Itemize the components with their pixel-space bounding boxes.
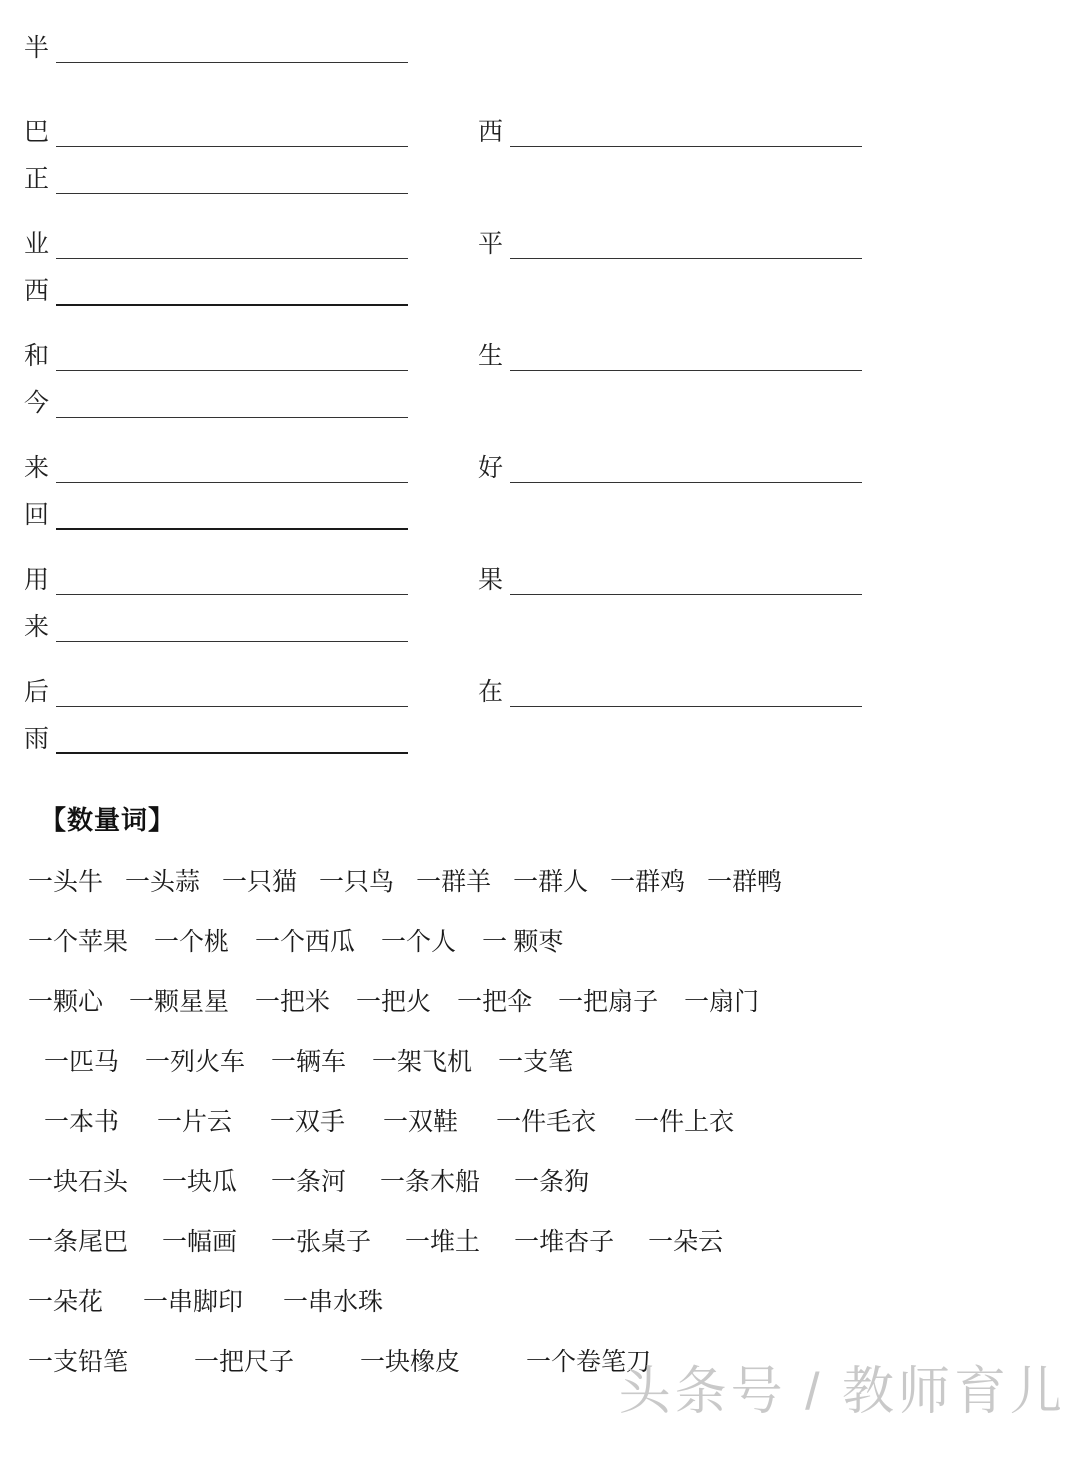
blank-row <box>24 263 408 310</box>
measure-word-item: 一个苹果 <box>28 929 129 956</box>
measure-word-item: 一朵云 <box>648 1229 724 1256</box>
prompt-character: 来 <box>24 614 50 641</box>
blank-group <box>478 216 862 263</box>
measure-word-item: 一架飞机 <box>372 1049 473 1076</box>
measure-word-item: 一匹马 <box>44 1049 120 1076</box>
measure-word-item: 一头牛 <box>28 869 104 896</box>
blank-group <box>24 20 408 67</box>
measure-word-row <box>0 1093 1080 1153</box>
answer-blank-line[interactable] <box>56 62 408 63</box>
prompt-character: 后 <box>24 679 50 706</box>
measure-word-item: 一群鸡 <box>610 869 686 896</box>
measure-word-item: 一支铅笔 <box>28 1349 129 1376</box>
prompt-character: 生 <box>478 343 504 370</box>
blank-row <box>24 216 408 263</box>
blank-group <box>24 440 408 534</box>
blank-row <box>478 216 862 263</box>
answer-blank-line[interactable] <box>56 146 408 147</box>
measure-word-item: 一件上衣 <box>634 1109 735 1136</box>
prompt-character: 半 <box>24 35 50 62</box>
answer-blank-line[interactable] <box>56 594 408 595</box>
answer-blank-line[interactable] <box>56 752 408 754</box>
blank-row <box>24 487 408 534</box>
prompt-character: 今 <box>24 390 50 417</box>
measure-word-row <box>0 973 1080 1033</box>
answer-blank-line[interactable] <box>56 706 408 707</box>
blank-row <box>24 375 408 422</box>
answer-blank-line[interactable] <box>510 146 862 147</box>
prompt-character: 和 <box>24 343 50 370</box>
answer-blank-line[interactable] <box>56 258 408 259</box>
answer-blank-line[interactable] <box>56 193 408 194</box>
blank-group <box>478 552 862 599</box>
measure-word-item: 一片云 <box>157 1109 233 1136</box>
measure-word-item: 一堆土 <box>405 1229 481 1256</box>
measure-word-item: 一把米 <box>255 989 331 1016</box>
measure-word-item: 一条狗 <box>514 1169 590 1196</box>
blank-row <box>478 328 862 375</box>
answer-blank-line[interactable] <box>510 706 862 707</box>
measure-word-item: 一个人 <box>381 929 457 956</box>
measure-word-item: 一张桌子 <box>271 1229 372 1256</box>
answer-blank-line[interactable] <box>510 258 862 259</box>
measure-word-item: 一群人 <box>513 869 589 896</box>
blank-group <box>24 104 408 198</box>
prompt-character: 西 <box>478 119 504 146</box>
answer-blank-line[interactable] <box>56 528 408 530</box>
measure-word-item: 一个桃 <box>154 929 230 956</box>
measure-word-item: 一双鞋 <box>383 1109 459 1136</box>
prompt-character: 雨 <box>24 726 50 753</box>
measure-word-row <box>0 853 1080 913</box>
blank-group <box>478 440 862 487</box>
prompt-character: 西 <box>24 278 50 305</box>
measure-word-section <box>0 800 1080 1393</box>
blank-row <box>24 328 408 375</box>
answer-blank-line[interactable] <box>56 417 408 418</box>
measure-word-item: 一串脚印 <box>143 1289 244 1316</box>
blank-row <box>478 664 862 711</box>
measure-word-row <box>0 1033 1080 1093</box>
measure-word-item: 一条河 <box>271 1169 347 1196</box>
measure-word-item: 一块瓜 <box>162 1169 238 1196</box>
blank-group <box>24 328 408 422</box>
answer-blank-line[interactable] <box>510 482 862 483</box>
measure-word-item: 一块橡皮 <box>360 1349 461 1376</box>
prompt-character: 果 <box>478 567 504 594</box>
measure-word-item: 一头蒜 <box>125 869 201 896</box>
measure-word-item: 一串水珠 <box>283 1289 384 1316</box>
answer-blank-line[interactable] <box>510 594 862 595</box>
prompt-character: 来 <box>24 455 50 482</box>
measure-word-row <box>0 1333 1080 1393</box>
blank-row <box>24 104 408 151</box>
blank-row <box>24 552 408 599</box>
blank-group <box>478 664 862 711</box>
prompt-character: 在 <box>478 679 504 706</box>
blank-row <box>24 151 408 198</box>
measure-word-list <box>0 853 1080 1393</box>
measure-word-item: 一把伞 <box>457 989 533 1016</box>
measure-word-item: 一双手 <box>270 1109 346 1136</box>
prompt-character: 回 <box>24 502 50 529</box>
prompt-character: 好 <box>478 455 504 482</box>
measure-word-item: 一把尺子 <box>194 1349 295 1376</box>
measure-word-item: 一个西瓜 <box>255 929 356 956</box>
blank-group <box>24 552 408 646</box>
measure-word-item: 一朵花 <box>28 1289 104 1316</box>
measure-word-item: 一条尾巴 <box>28 1229 129 1256</box>
watermark: 头条号 / 教师育儿 <box>618 1363 1066 1421</box>
blank-row <box>24 664 408 711</box>
blank-row <box>478 440 862 487</box>
blank-group <box>24 216 408 310</box>
measure-word-item: 一个卷笔刀 <box>526 1349 652 1376</box>
blank-row <box>24 20 408 67</box>
prompt-character: 用 <box>24 567 50 594</box>
measure-word-item: 一堆杏子 <box>514 1229 615 1256</box>
measure-word-item: 一本书 <box>44 1109 120 1136</box>
answer-blank-line[interactable] <box>510 370 862 371</box>
answer-blank-line[interactable] <box>56 482 408 483</box>
blank-group <box>478 328 862 375</box>
measure-word-item: 一块石头 <box>28 1169 129 1196</box>
measure-word-item: 一条木船 <box>380 1169 481 1196</box>
measure-word-item: 一 颗枣 <box>482 929 564 956</box>
blank-row <box>24 440 408 487</box>
measure-word-item: 一颗星星 <box>129 989 230 1016</box>
blank-row <box>24 711 408 758</box>
prompt-character: 业 <box>24 231 50 258</box>
measure-word-row <box>0 1273 1080 1333</box>
blank-group <box>24 664 408 758</box>
measure-word-item: 一只鸟 <box>319 869 395 896</box>
blank-row <box>478 104 862 151</box>
measure-word-item: 一群鸭 <box>707 869 783 896</box>
measure-word-item: 一把火 <box>356 989 432 1016</box>
answer-blank-line[interactable] <box>56 370 408 371</box>
measure-word-item: 一扇门 <box>684 989 760 1016</box>
measure-word-row <box>0 1153 1080 1213</box>
measure-word-item: 一把扇子 <box>558 989 659 1016</box>
blank-row <box>24 599 408 646</box>
measure-word-item: 一只猫 <box>222 869 298 896</box>
answer-blank-line[interactable] <box>56 304 408 306</box>
prompt-character: 平 <box>478 231 504 258</box>
prompt-character: 正 <box>24 166 50 193</box>
blank-group <box>478 104 862 151</box>
blank-row <box>478 552 862 599</box>
measure-word-row <box>0 1213 1080 1273</box>
measure-word-item: 一列火车 <box>145 1049 246 1076</box>
measure-word-item: 一件毛衣 <box>496 1109 597 1136</box>
measure-word-item: 一颗心 <box>28 989 104 1016</box>
prompt-character: 巴 <box>24 119 50 146</box>
answer-blank-line[interactable] <box>56 641 408 642</box>
measure-word-item: 一群羊 <box>416 869 492 896</box>
measure-word-heading: 【数量词】 <box>40 806 176 835</box>
measure-word-item: 一支笔 <box>498 1049 574 1076</box>
measure-word-item: 一辆车 <box>271 1049 347 1076</box>
measure-word-item: 一幅画 <box>162 1229 238 1256</box>
measure-word-row <box>0 913 1080 973</box>
